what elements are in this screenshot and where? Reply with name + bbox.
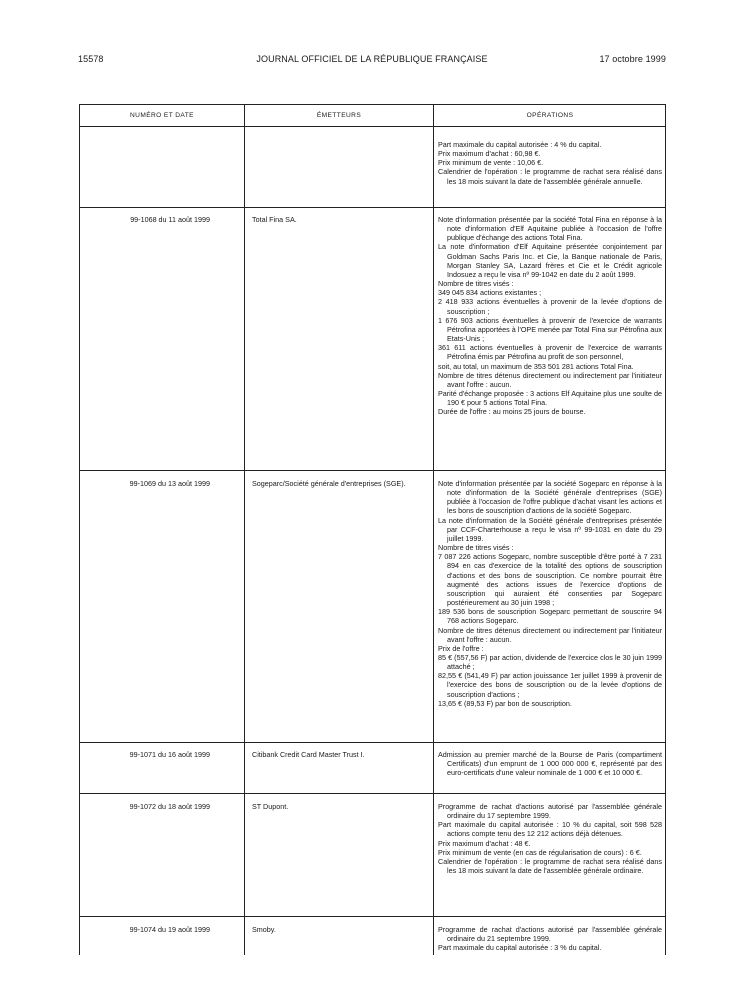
journal-title: JOURNAL OFFICIEL DE LA RÉPUBLIQUE FRANÇAISE [256, 54, 488, 64]
row-emitter: Sogeparc/Société générale d'entreprises (SGE). [252, 479, 406, 488]
operation-line: Programme de rachat d'actions autorisé par l'assemblée générale ordinaire du 21 septembre 1999. [438, 925, 662, 944]
operation-line: Note d'information présentée par la société Total Fina en réponse à la note d'information d'Elf Aquitaine publiée à l'occasion de l'offre publique d'échange des actions Total Fina. [438, 215, 662, 243]
operation-line: Prix minimum de vente (en cas de régularisation de cours) : 6 €. [438, 847, 642, 857]
operation-line: 82,55 € (541,49 F) par action jouissance 1er juillet 1999 à provenir de l'exercice des bons de souscription ou de la levée d'options de souscription d'actions ; [438, 671, 662, 699]
row-divider [80, 742, 665, 743]
operation-line: Prix de l'offre : [438, 643, 484, 653]
header-divider [80, 126, 665, 127]
operation-line: 85 € (557,56 F) par action, dividende de l'exercice clos le 30 juin 1999 attaché ; [438, 652, 662, 672]
operations-cell [438, 802, 662, 875]
column-divider [433, 105, 434, 955]
row-emitter: Total Fina SA. [252, 215, 297, 224]
operation-line: Calendrier de l'opération : le programme de rachat sera réalisé dans les 18 mois suivant la date de l'assemblée générale annuelle. [438, 167, 662, 186]
operation-line: Nombre de titres visés : [438, 279, 514, 289]
operation-line: Nombre de titres visés : [438, 543, 514, 553]
operation-line: 7 087 226 actions Sogeparc, nombre susceptible d'être porté à 7 231 894 en cas d'exercice de la totalité des options de souscription d'actions et des bons de souscription. Ce nombre pourrait être augmenté des actions issues de l'exercice d'options de souscription qui auraient été consenties par Sogeparc postérieurement au 30 juin 1998 ; [438, 552, 662, 608]
operation-line: La note d'information d'Elf Aquitaine présentée conjointement par Goldman Sachs Paris Inc. et Cie, la Banque nationale de Paris, Morgan Stanley SA, Lazard frères et Cie et le Crédit agricole Indosuez a reçu le visa nº 99-1042 en date du 2 août 1999. [438, 242, 662, 279]
row-number-date: 99-1074 du 19 août 1999 [129, 925, 210, 934]
operation-line: 349 045 834 actions existantes ; [438, 288, 542, 298]
row-divider [80, 916, 665, 917]
column-header-operations: OPÉRATIONS [526, 112, 574, 119]
operation-line: Part maximale du capital autorisée : 3 % du capital. [438, 943, 602, 953]
operation-line: 361 611 actions éventuelles à provenir de l'exercice de warrants Pétrofina émis par Pétrofina au profit de son personnel, [438, 343, 662, 362]
operation-line: soit, au total, un maximum de 353 501 281 actions Total Fina. [438, 361, 634, 371]
operation-line: Admission au premier marché de la Bourse de Paris (compartiment Certificats) d'un emprunt de 1 000 000 000 €, représenté par des euro-certificats d'une valeur nominale de 1 000 € et 10 000 €. [438, 750, 662, 778]
row-divider [80, 793, 665, 794]
row-number-date: 99-1071 du 16 août 1999 [129, 750, 210, 759]
operation-line: Parité d'échange proposée : 3 actions Elf Aquitaine plus une soulte de 190 € pour 5 actions Total Fina. [438, 388, 662, 408]
column-divider [244, 105, 245, 955]
row-emitter: Smoby. [252, 925, 276, 934]
column-header-emitters: ÉMETTEURS [316, 112, 362, 119]
row-emitter: Citibank Credit Card Master Trust I. [252, 750, 365, 759]
operations-table [79, 104, 666, 955]
operation-line: 13,65 € (89,53 F) par bon de souscription. [438, 698, 572, 708]
row-divider [80, 470, 665, 471]
operation-line: Programme de rachat d'actions autorisé par l'assemblée générale ordinaire du 17 septembre 1999. [438, 802, 662, 821]
operation-line: 1 676 903 actions éventuelles à provenir de l'exercice de warrants Pétrofina apportées à l'OPE menée par Total Fina sur Pétrofina aux Etats-Unis ; [438, 315, 662, 344]
page-header [78, 54, 666, 68]
operation-line: Nombre de titres détenus directement ou indirectement par l'initiateur avant l'offre : aucun. [438, 625, 662, 644]
column-header-number-date: NUMÉRO ET DATE [130, 112, 194, 119]
operations-cell [438, 140, 662, 186]
operation-line: Part maximale du capital autorisée : 10 % du capital, soit 598 528 actions compte tenu des 12 212 actions déjà détenues. [438, 820, 662, 839]
operation-line: 2 418 933 actions éventuelles à provenir de la levée d'options de souscription ; [438, 297, 662, 316]
operation-line: Prix minimum de vente : 10,06 €. [438, 158, 544, 168]
operation-line: La note d'information de la Société générale d'entreprises présentée par CCF-Charterhouse a reçu le visa nº 99-1031 en date du 29 juillet 1999. [438, 515, 662, 543]
operations-cell [438, 750, 662, 777]
operation-line: Prix maximum d'achat : 60,98 €. [438, 149, 541, 159]
row-divider [80, 207, 665, 208]
row-emitter: ST Dupont. [252, 802, 289, 811]
operations-cell [438, 479, 662, 708]
row-number-date: 99-1068 du 11 août 1999 [130, 215, 210, 224]
operation-line: Part maximale du capital autorisée : 4 % du capital. [438, 140, 602, 149]
operation-line: Prix maximum d'achat : 48 €. [438, 838, 531, 848]
row-number-date: 99-1069 du 13 août 1999 [129, 479, 210, 488]
operation-line: 189 536 bons de souscription Sogeparc permettant de souscrire 94 768 actions Sogeparc. [438, 607, 662, 626]
operation-line: Calendrier de l'opération : le programme de rachat sera réalisé dans les 18 mois suivant la date de l'assemblée générale ordinaire. [438, 856, 662, 876]
operation-line: Nombre de titres détenus directement ou indirectement par l'initiateur avant l'offre : aucun. [438, 370, 662, 389]
operations-cell [438, 925, 662, 952]
row-number-date: 99-1072 du 18 août 1999 [129, 802, 210, 811]
operation-line: Durée de l'offre : au moins 25 jours de bourse. [438, 407, 586, 417]
publication-date: 17 octobre 1999 [599, 54, 666, 64]
page-number: 15578 [78, 54, 104, 64]
operation-line: Note d'information présentée par la société Sogeparc en réponse à la note d'information de la Société générale d'entreprises (SGE) publiée à l'occasion de l'offre publique d'achat visant les actions et les bons de souscription d'actions de la société Sogeparc. [438, 479, 662, 516]
operations-cell [438, 215, 662, 416]
